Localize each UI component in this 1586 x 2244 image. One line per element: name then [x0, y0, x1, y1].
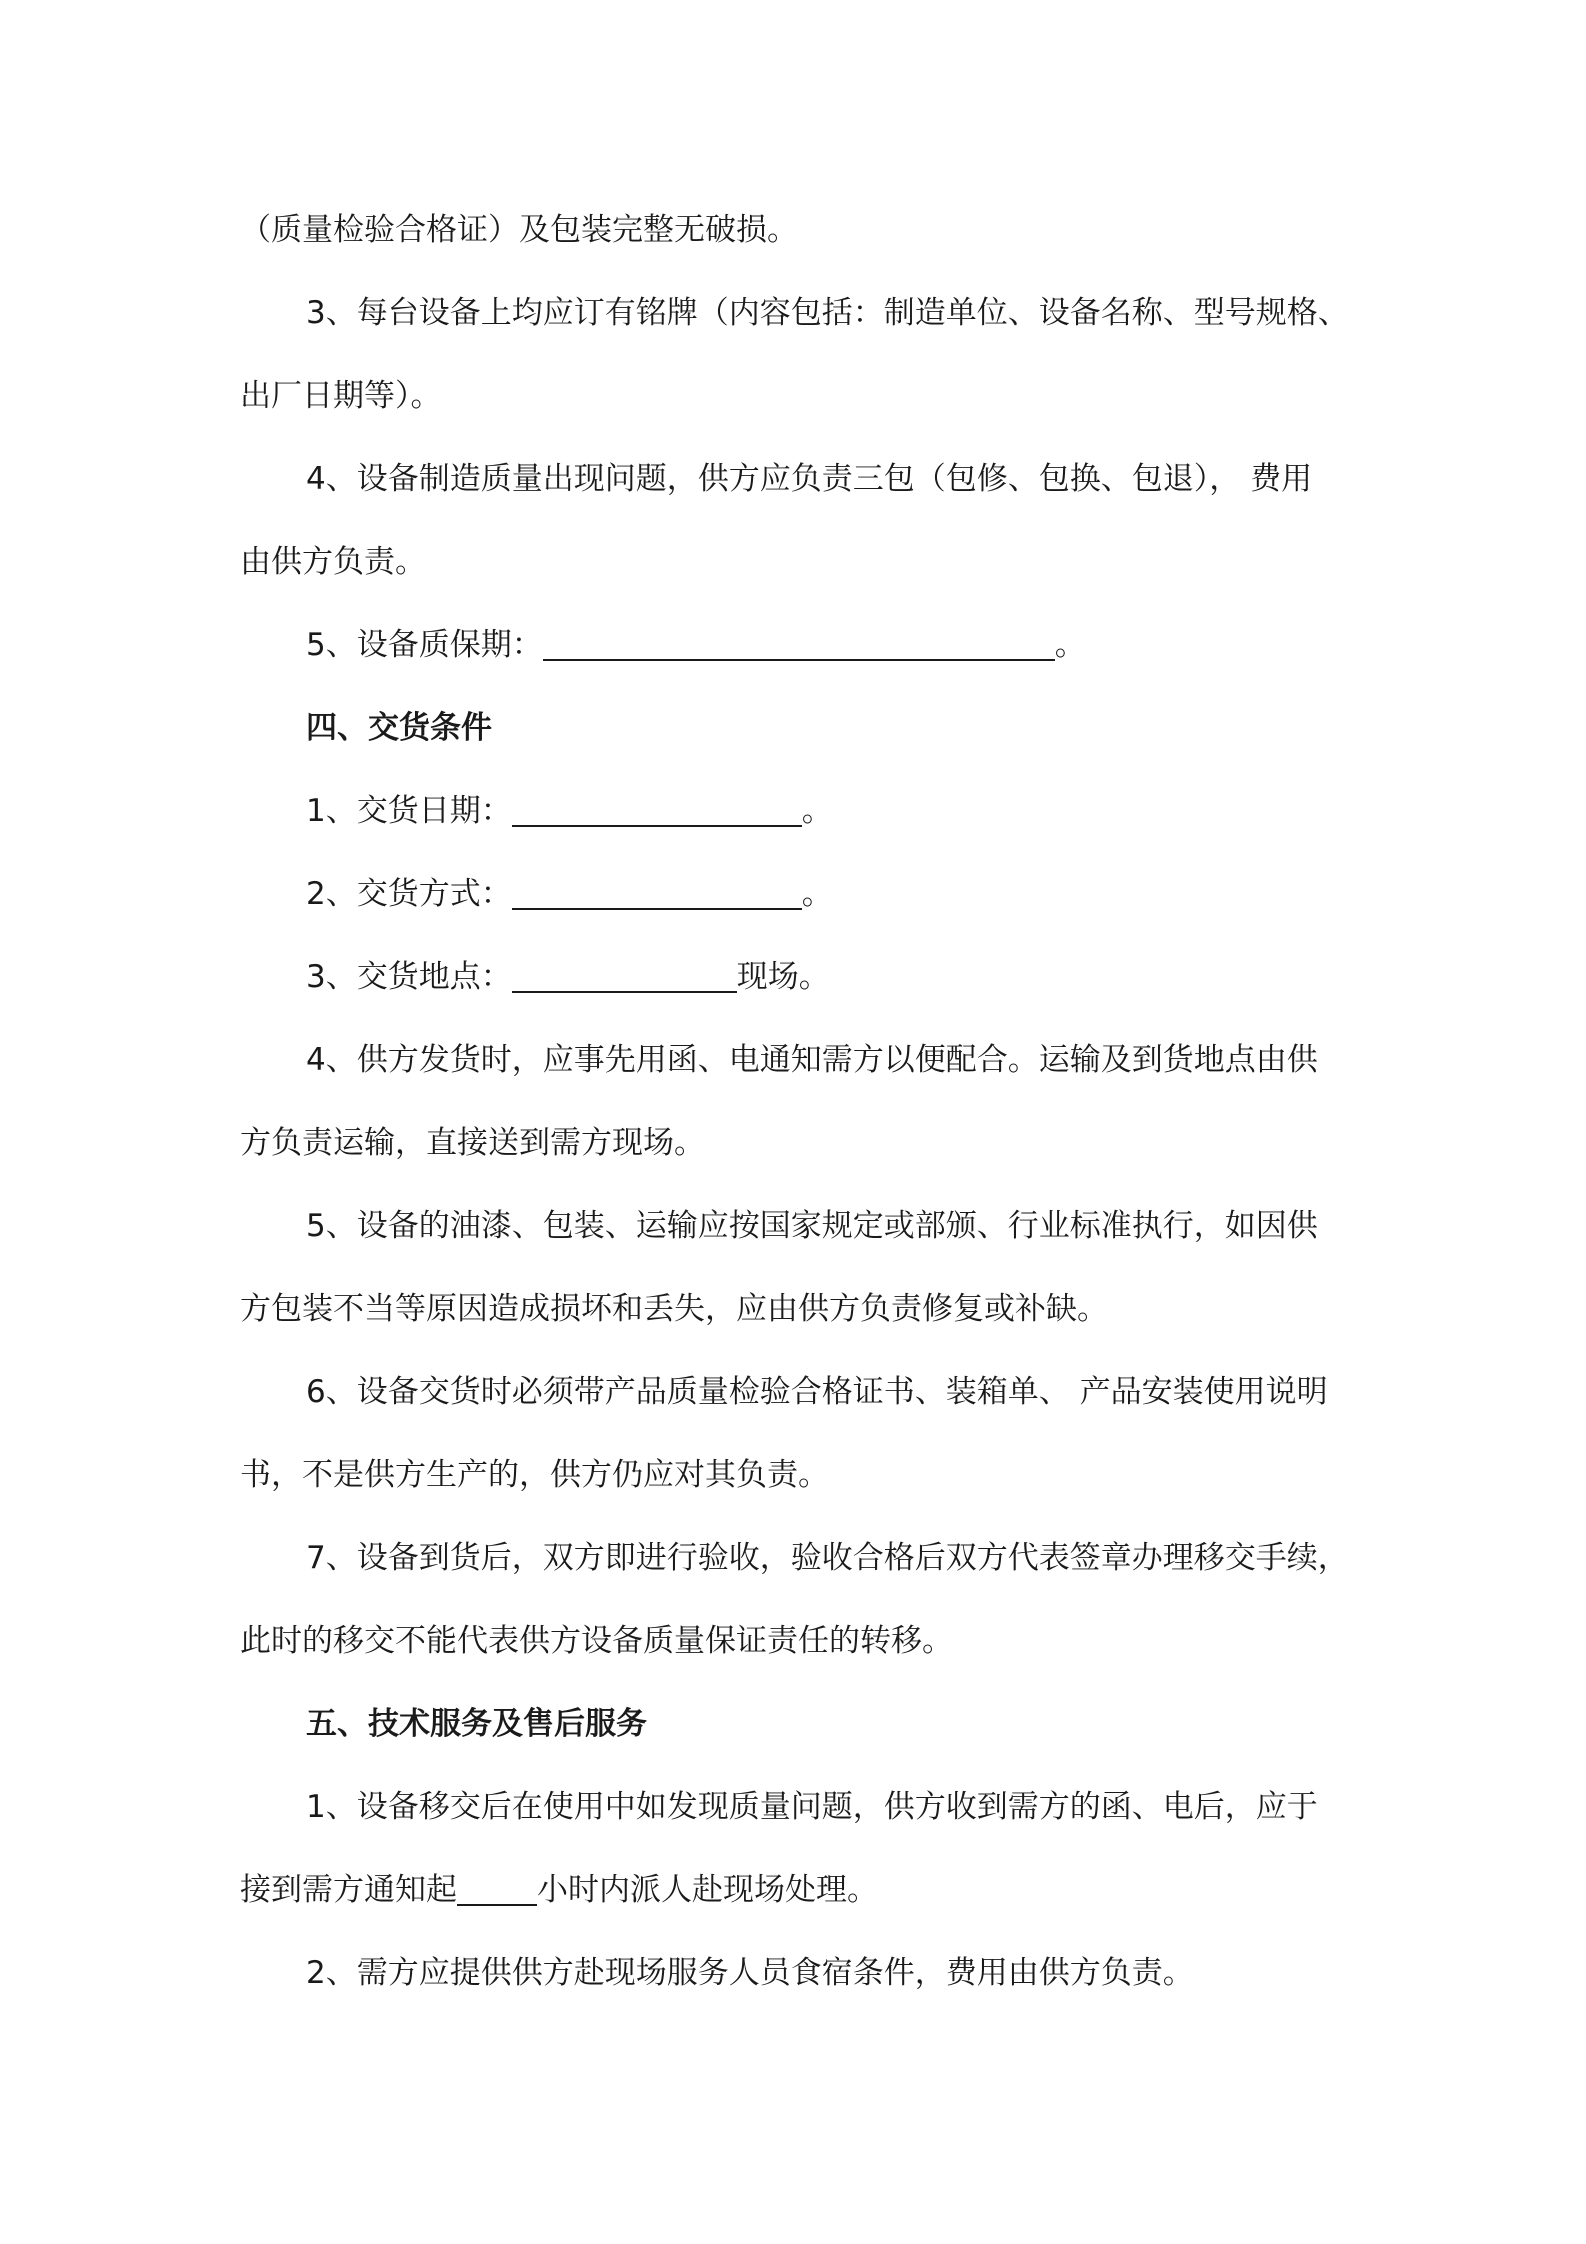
paragraph-line — [306, 1040, 1318, 1080]
paragraph-line — [240, 1870, 878, 1910]
text: 4、设备制造质量出现问题，供方应负责三包（包修、包换、包退）， 费用 — [306, 461, 1313, 497]
paragraph-line — [240, 1621, 953, 1661]
paragraph-line — [240, 376, 442, 416]
text: 3、交货地点： — [306, 959, 512, 995]
text: 由供方负责。 — [240, 544, 426, 580]
text: 3、每台设备上均应订有铭牌（内容包括：制造单位、设备名称、型号规格、 — [306, 295, 1349, 331]
paragraph-line — [240, 1123, 705, 1163]
warranty-period-blank[interactable] — [543, 629, 1055, 661]
text: 四、交货条件 — [306, 710, 492, 746]
paragraph-line — [306, 459, 1312, 499]
text: 5、设备质保期： — [306, 627, 543, 663]
delivery-location-blank[interactable] — [512, 961, 737, 993]
text: 书，不是供方生产的，供方仍应对其负责。 — [240, 1457, 829, 1493]
paragraph-line — [306, 293, 1349, 333]
paragraph-line — [240, 1455, 829, 1495]
paragraph-line — [306, 791, 833, 831]
text: 。 — [801, 876, 833, 912]
paragraph-line — [240, 542, 426, 582]
paragraph-line — [240, 210, 798, 250]
text: 方包装不当等原因造成损坏和丢失，应由供方负责修复或补缺。 — [240, 1291, 1108, 1327]
paragraph-line — [306, 1787, 1318, 1827]
text: 5、设备的油漆、包装、运输应按国家规定或部颁、行业标准执行，如因供 — [306, 1208, 1318, 1244]
text: 此时的移交不能代表供方设备质量保证责任的转移。 — [240, 1623, 953, 1659]
text: 小时内派人赴现场处理。 — [537, 1872, 878, 1908]
text: 五、技术服务及售后服务 — [306, 1706, 647, 1742]
text: 现场。 — [736, 959, 830, 995]
text: 方负责运输，直接送到需方现场。 — [240, 1125, 705, 1161]
response-hours-blank[interactable] — [457, 1874, 537, 1906]
delivery-date-blank[interactable] — [512, 795, 802, 827]
paragraph-line — [306, 1953, 1194, 1993]
text: 。 — [1054, 627, 1086, 663]
text: 7、设备到货后，双方即进行验收，验收合格后双方代表签章办理移交手续， — [306, 1540, 1349, 1576]
text: 出厂日期等）。 — [240, 378, 442, 414]
paragraph-line — [306, 957, 830, 997]
text: 接到需方通知起 — [240, 1872, 457, 1908]
text: 2、交货方式： — [306, 876, 512, 912]
paragraph-line — [306, 1372, 1328, 1412]
text: 。 — [801, 793, 833, 829]
text: 1、交货日期： — [306, 793, 512, 829]
paragraph-line — [306, 1538, 1349, 1578]
section-heading — [306, 1704, 647, 1744]
paragraph-line — [240, 1289, 1108, 1329]
text: 2、需方应提供供方赴现场服务人员食宿条件，费用由供方负责。 — [306, 1955, 1194, 1991]
paragraph-line — [306, 874, 833, 914]
section-heading — [306, 708, 492, 748]
delivery-method-blank[interactable] — [512, 878, 802, 910]
text: 1、设备移交后在使用中如发现质量问题，供方收到需方的函、电后，应于 — [306, 1789, 1318, 1825]
text: 4、供方发货时，应事先用函、电通知需方以便配合。运输及到货地点由供 — [306, 1042, 1318, 1078]
text: （质量检验合格证）及包装完整无破损。 — [240, 212, 798, 248]
paragraph-line — [306, 625, 1086, 665]
paragraph-line — [306, 1206, 1318, 1246]
text: 6、设备交货时必须带产品质量检验合格证书、装箱单、 产品安装使用说明 — [306, 1374, 1328, 1410]
